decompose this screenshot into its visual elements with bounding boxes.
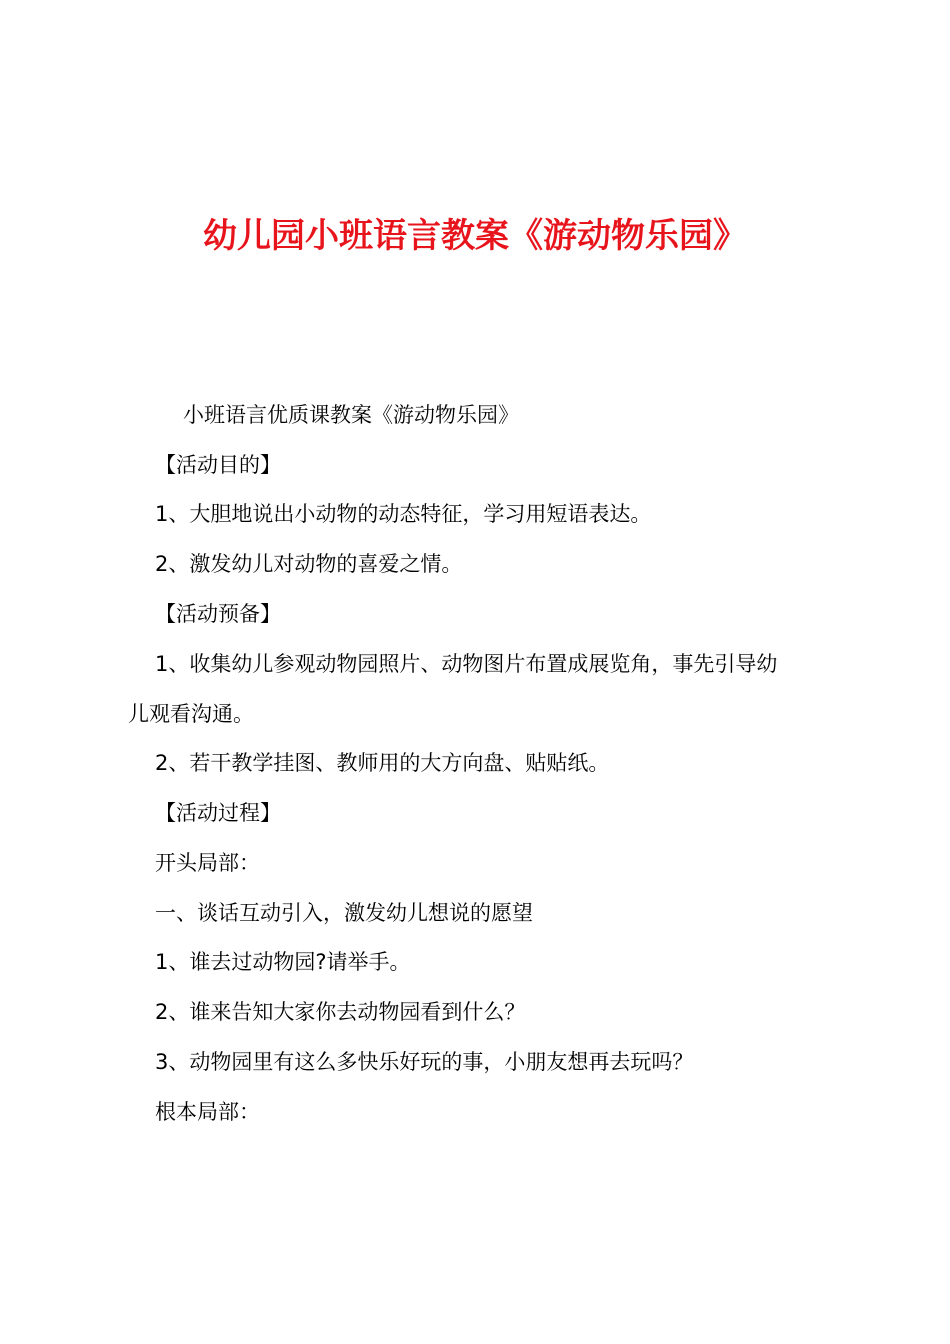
process-part-opening: 开头局部：	[155, 851, 260, 875]
preparation-item-1: 1、收集幼儿参观动物园照片、动物图片布置成展览角，事先引导幼	[155, 652, 778, 676]
subtitle-line: 小班语言优质课教案《游动物乐园》	[183, 403, 519, 427]
preparation-item-2: 2、若干教学挂图、教师用的大方向盘、贴贴纸。	[155, 751, 610, 775]
document-title: 幼儿园小班语言教案《游动物乐园》	[203, 216, 747, 256]
preparation-item-1-continued: 儿观看沟通。	[128, 702, 254, 726]
goal-item-2: 2、激发幼儿对动物的喜爱之情。	[155, 552, 463, 576]
goal-item-1: 1、大胆地说出小动物的动态特征，学习用短语表达。	[155, 502, 652, 526]
process-question-1: 1、谁去过动物园?请举手。	[155, 950, 411, 974]
process-question-2: 2、谁来告知大家你去动物园看到什么？	[155, 1000, 526, 1024]
section-heading-process: 【活动过程】	[155, 801, 281, 825]
section-heading-preparation: 【活动预备】	[155, 602, 281, 626]
process-question-3: 3、动物园里有这么多快乐好玩的事，小朋友想再去玩吗？	[155, 1050, 694, 1074]
process-part-basic: 根本局部：	[155, 1100, 260, 1124]
process-step-1: 一、谈话互动引入，激发幼儿想说的愿望	[155, 901, 533, 925]
section-heading-goals: 【活动目的】	[155, 453, 281, 477]
